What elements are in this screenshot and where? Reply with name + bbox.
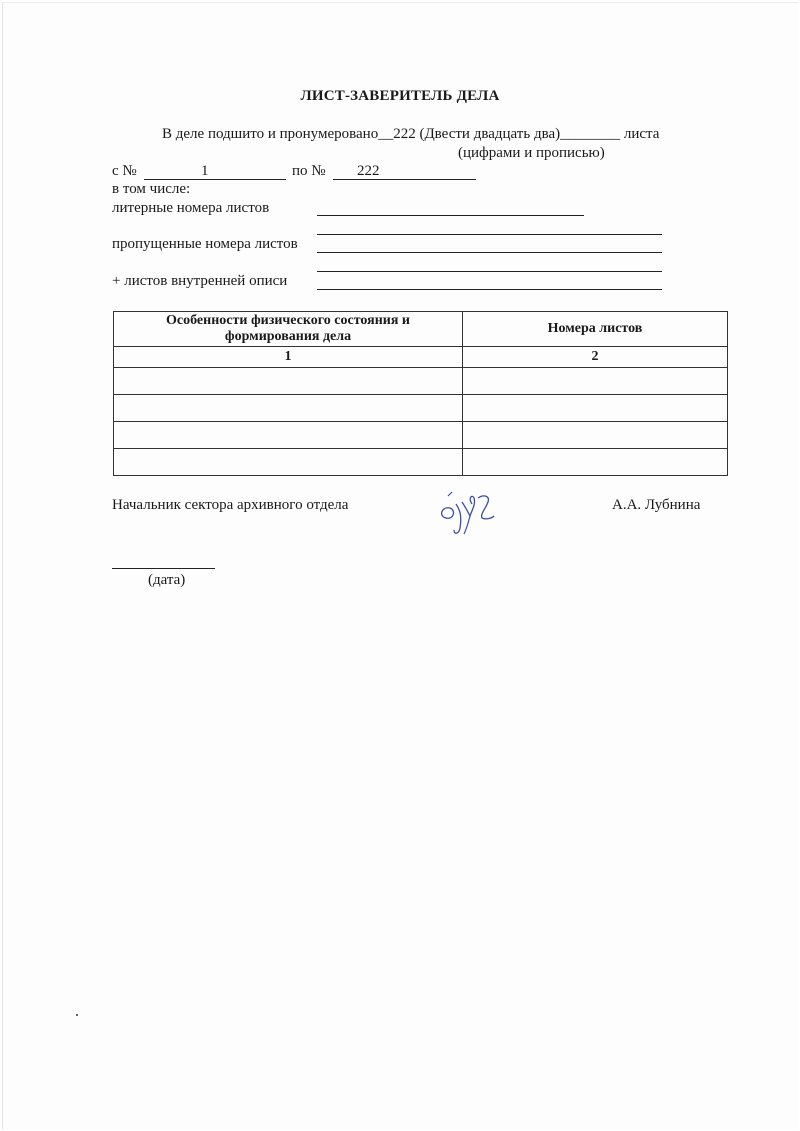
missing-pages-line — [317, 252, 662, 253]
table-cell — [463, 368, 728, 395]
date-caption: (дата) — [148, 572, 186, 588]
physical-state-table — [113, 311, 728, 476]
date-line — [112, 568, 215, 569]
letter-pages-line-2 — [317, 234, 662, 235]
table-header-row — [114, 312, 728, 347]
table-row — [114, 368, 728, 395]
table-cell — [463, 422, 728, 449]
column-number-1: 1 — [114, 347, 463, 368]
table-cell — [114, 422, 463, 449]
range-from-underline — [144, 179, 286, 180]
signatory-position: Начальник сектора архивного отдела — [112, 497, 349, 513]
letter-pages-label: литерные номера листов — [112, 200, 270, 216]
inner-inventory-line — [317, 289, 662, 290]
table-cell — [463, 449, 728, 476]
intro-line: В деле подшито и пронумеровано__222 (Двести двадцать два)________ листа — [162, 126, 660, 142]
table-cell — [114, 395, 463, 422]
table-row — [114, 449, 728, 476]
table-cell — [463, 395, 728, 422]
header-physical-state: Особенности физического состояния и формирования дела — [114, 312, 463, 347]
missing-pages-label: пропущенные номера листов — [112, 236, 298, 252]
table-cell — [114, 368, 463, 395]
table-row — [114, 395, 728, 422]
range-from-value: 1 — [201, 163, 209, 179]
missing-pages-line-2 — [317, 271, 662, 272]
document-title: ЛИСТ-ЗАВЕРИТЕЛЬ ДЕЛА — [300, 88, 500, 104]
column-number-2: 2 — [463, 347, 728, 368]
footer-dot — [76, 1014, 78, 1016]
table-row — [114, 422, 728, 449]
handwritten-signature — [432, 488, 502, 538]
header-page-numbers: Номера листов — [463, 312, 728, 347]
table-column-numbers-row — [114, 347, 728, 368]
range-to-label: по № — [292, 163, 326, 179]
range-to-value: 222 — [357, 163, 380, 179]
range-to-underline — [333, 179, 476, 180]
range-from-label: с № — [112, 163, 137, 179]
inner-inventory-label: + листов внутренней описи — [112, 273, 288, 289]
signatory-name: А.А. Лубнина — [612, 497, 701, 513]
table-cell — [114, 449, 463, 476]
including-label: в том числе: — [112, 181, 191, 197]
letter-pages-line — [317, 215, 584, 216]
intro-hint: (цифрами и прописью) — [458, 145, 605, 161]
